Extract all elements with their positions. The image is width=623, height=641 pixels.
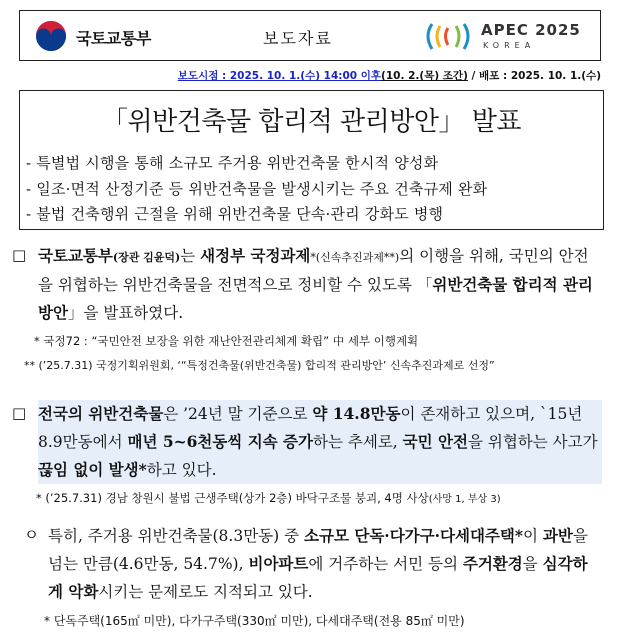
paragraph-body: 국토교통부(장관 김윤덕)는 새정부 국정과제*(신속추진과제**)의 이행을 위해, 국민의 안전을 위협하는 위반건축물을 전면적으로 정비할 수 있도록 「위반건축물 합리적 관리방안」을 발표하였다.: [38, 246, 593, 322]
document-type: 보도자료: [263, 29, 333, 48]
ministry-name: 국토교통부: [76, 29, 151, 48]
paragraph-detail: [24, 522, 602, 606]
circle-bullet: ㅇ: [24, 526, 39, 544]
paragraph-body: 전국의 위반건축물은 ’24년 말 기준으로 약 14.8만동이 존재하고 있으며, `15년 8.9만동에서 매년 5~6천동씩 지속 증가하는 추세로, 국민 안전을 위협하는 사고가 끊임 없이 발생*하고 있다.: [38, 400, 602, 484]
paragraph-statistics: [12, 400, 602, 484]
subtitle-list: [26, 151, 487, 228]
embargo-time: 보도시점 : 2025. 10. 1.(수) 14:00 이후: [177, 70, 382, 82]
square-bullet: □: [12, 246, 27, 264]
footnote: * 단독주택(165㎡ 미만), 다가구주택(330㎡ 미만), 다세대주택(전용 85㎡ 미만): [44, 614, 465, 628]
paragraph-intro: [12, 242, 602, 327]
taegeuk-logo-icon: [35, 20, 67, 52]
apec-subtitle: KOREA: [483, 41, 536, 50]
paragraph-body: 특히, 주거용 위반건축물(8.3만동) 중 소규모 단독·다가구·다세대주택*이 과반을 넘는 만큼(4.6만동, 54.7%), 비아파트에 거주하는 서민 등의 주거환경을 심각하게 악화시키는 문제로도 지적되고 있다.: [48, 526, 588, 601]
apec-title: APEC 2025: [481, 21, 581, 39]
paper-edition: (10. 2.(목) 조간): [381, 70, 468, 82]
distribution-date: / 배포 : 2025. 10. 1.(수): [467, 70, 601, 82]
footnote: ** (’25.7.31) 국정기획위원회, ‘“특정건축물(위반건축물) 합리적 관리방안’ 신속추진과제로 선정”: [24, 359, 495, 372]
square-bullet: □: [12, 404, 27, 422]
subtitle-item: - 일조·면적 산정기준 등 위반건축물을 발생시키는 주요 건축규제 완화: [26, 179, 488, 198]
footnote: * 국정72 : “국민안전 보장을 위한 재난안전관리체계 확립” 中 세부 이행계획: [34, 334, 419, 348]
apec-logo-icon: [426, 20, 478, 53]
header-box: [19, 10, 601, 61]
footnote: * (’25.7.31) 경남 창원시 불법 근생주택(상가 2층) 바닥구조물 붕괴, 4명 사상(사망 1, 부상 3): [36, 491, 501, 505]
subtitle-item: - 특별법 시행을 통해 소규모 주거용 위반건축물 한시적 양성화: [26, 154, 439, 172]
release-info: [178, 68, 601, 83]
subtitle-item: - 불법 건축행위 근절을 위해 위반건축물 단속·관리 강화도 병행: [26, 205, 444, 223]
title-box: [19, 90, 604, 230]
page-title: 「위반건축물 합리적 관리방안」 발표: [102, 107, 521, 137]
